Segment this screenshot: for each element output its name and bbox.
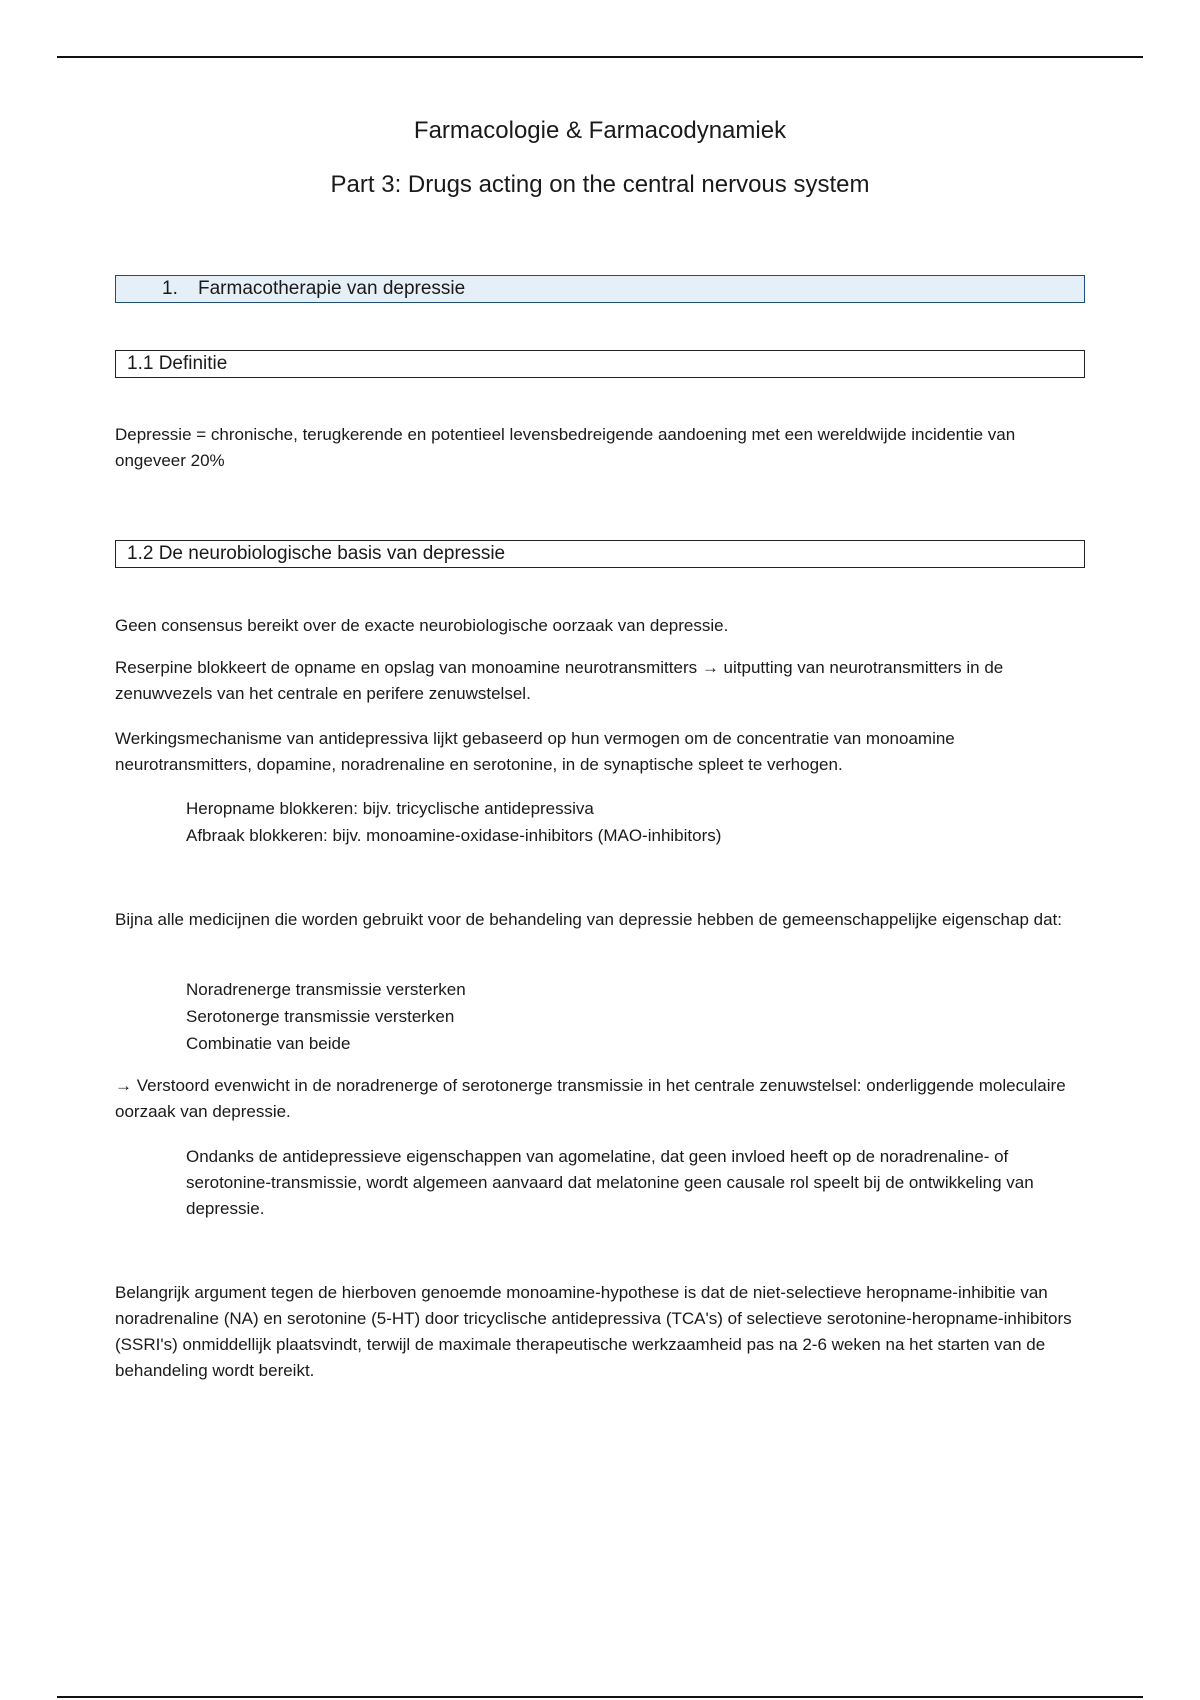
subsection-heading-definitie: 1.1 Definitie <box>115 350 1085 378</box>
list-item: Combinatie van beide <box>186 1034 351 1053</box>
list-item: Noradrenerge transmissie versterken <box>186 980 466 999</box>
paragraph-agomelatine-note: Ondanks de antidepressieve eigenschappen van agomelatine, dat geen invloed heeft op de noradrenaline- of serotonine-transmissie, wordt algemeen aanvaard dat melatonine geen causale rol speelt bij de ontwikkeling van depressie. <box>186 1147 1034 1218</box>
paragraph-mechanism: Werkingsmechanisme van antidepressiva lijkt gebaseerd op hun vermogen om de concentratie van monoamine neurotransmitters, dopamine, noradrenaline en serotonine, in de synaptische spleet te verhogen. <box>115 729 955 774</box>
list-item: Serotonerge transmissie versterken <box>186 1007 455 1026</box>
paragraph-reserpine: Reserpine blokkeert de opname en opslag van monoamine neurotransmitters → uitputting van neurotransmitters in de zenuwvezels van het centrale en perifere zenuwstelsel. <box>115 658 1004 703</box>
bottom-rule <box>57 1696 1143 1698</box>
paragraph-consensus: Geen consensus bereikt over de exacte neurobiologische oorzaak van depressie. <box>115 616 729 635</box>
mechanism-list <box>186 795 1086 849</box>
property-list <box>186 976 1086 1057</box>
document-title: Farmacologie & Farmacodynamiek <box>413 117 787 144</box>
document-subtitle: Part 3: Drugs acting on the central nervous system <box>330 171 870 198</box>
subsection-heading-neurobiologie: 1.2 De neurobiologische basis van depressie <box>115 540 1085 568</box>
definition-paragraph: Depressie = chronische, terugkerende en potentieel levensbedreigende aandoening met een wereldwijde incidentie van ongeveer 20% <box>115 425 1016 470</box>
paragraph-monoamine-argument: Belangrijk argument tegen de hierboven genoemde monoamine-hypothese is dat de niet-selectieve heropname-inhibitie van noradrenaline (NA) en serotonine (5-HT) door tricyclische antidepressiva (TCA's) of selectieve serotonine-heropname-inhibitors (SSRI's) onmiddellijk plaatsvindt, terwijl de maximale therapeutische werkzaamheid pas na 2-6 weken na het starten van de behandeling wordt bereikt. <box>115 1283 1072 1380</box>
section-title: Farmacotherapie van depressie <box>198 278 466 299</box>
paragraph-conclusion: → Verstoord evenwicht in de noradrenerge of serotonerge transmissie in het centrale zenuwstelsel: onderliggende moleculaire oorzaak van depressie. <box>115 1076 1066 1121</box>
list-item: Afbraak blokkeren: bijv. monoamine-oxidase-inhibitors (MAO-inhibitors) <box>186 826 722 845</box>
section-number: 1. <box>162 278 178 299</box>
top-rule <box>57 56 1143 58</box>
section-heading-1 <box>115 275 1085 303</box>
paragraph-common-property: Bijna alle medicijnen die worden gebruikt voor de behandeling van depressie hebben de gemeenschappelijke eigenschap dat: <box>115 910 1062 929</box>
list-item: Heropname blokkeren: bijv. tricyclische antidepressiva <box>186 799 594 818</box>
